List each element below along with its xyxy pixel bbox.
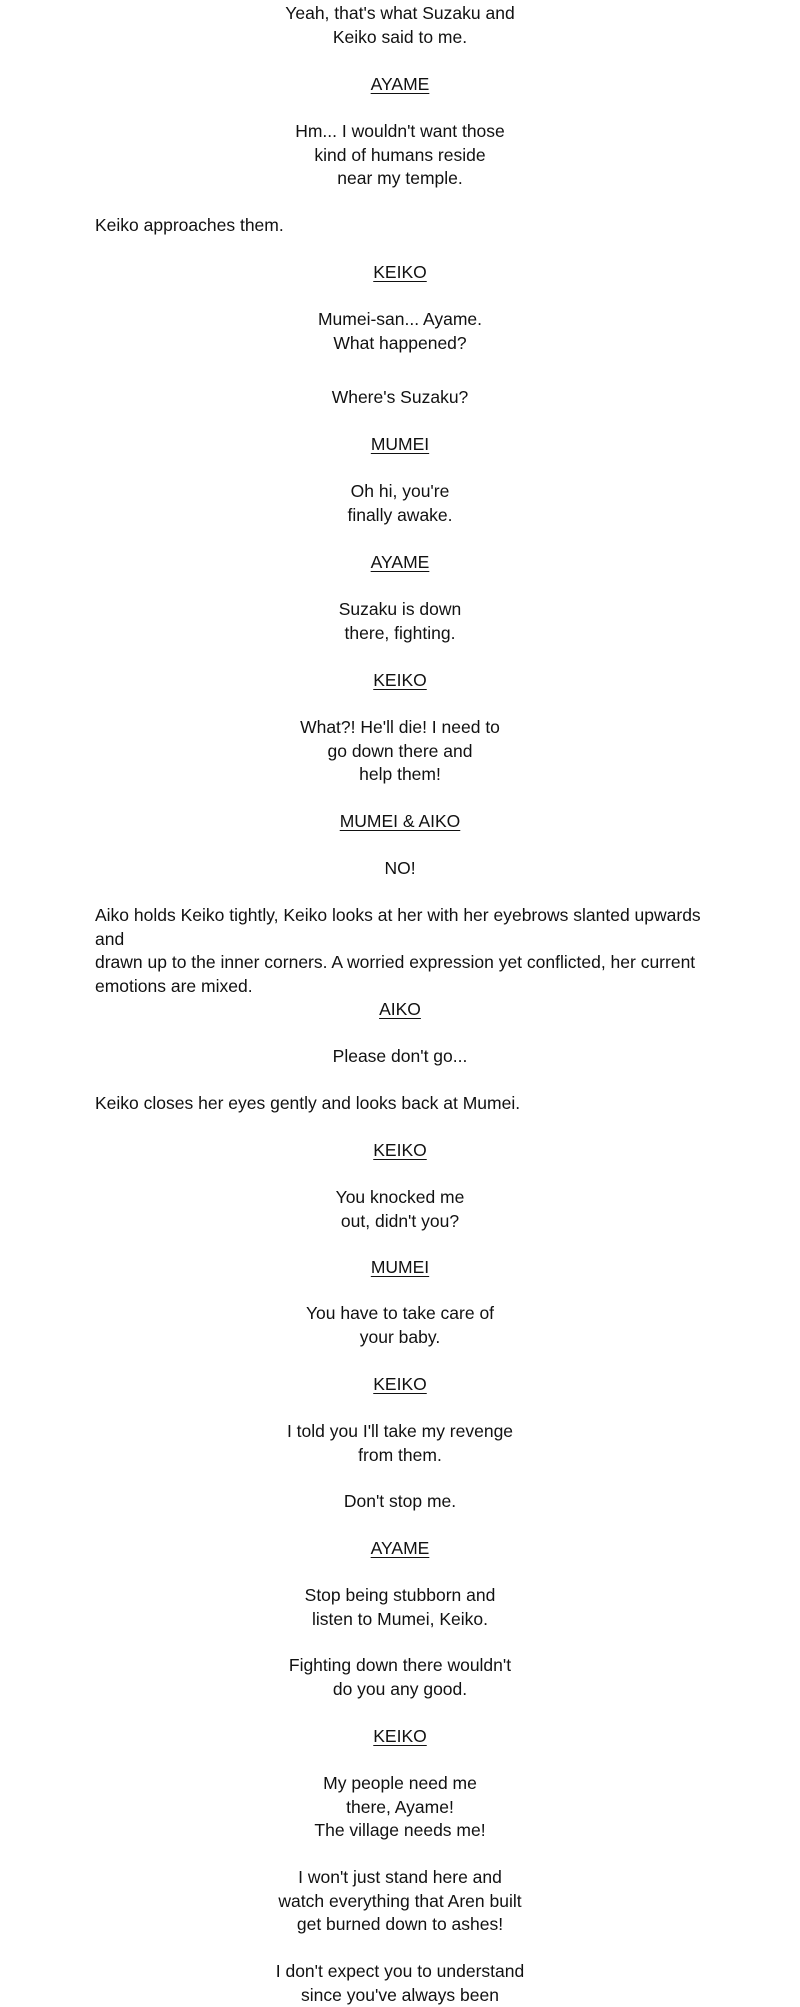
character-name: KEIKO (373, 1140, 427, 1160)
dialogue-block: Stop being stubborn and listen to Mumei, Keiko. (304, 1585, 496, 1629)
dialogue-block: I told you I'll take my revenge from them. (286, 1421, 514, 1465)
character-name: KEIKO (373, 1374, 427, 1394)
character-name: AYAME (370, 74, 430, 94)
dialogue-block: I don't expect you to understand since you've always been (275, 1961, 525, 2005)
action-line: Keiko closes her eyes gently and looks back at Mumei. (95, 1093, 521, 1113)
character-name: MUMEI (370, 434, 430, 454)
dialogue-block: Don't stop me. (343, 1491, 457, 1511)
character-name: MUMEI (370, 1257, 430, 1277)
action-line: Keiko approaches them. (95, 215, 284, 235)
action-line: Aiko holds Keiko tightly, Keiko looks at her with her eyebrows slanted upwards and drawn up to the inner corners. A worried expression yet conflicted, her current emotions are mixed. (95, 905, 701, 996)
character-name: AYAME (370, 1538, 430, 1558)
dialogue-block: Oh hi, you're finally awake. (347, 481, 453, 525)
character-name: AIKO (379, 999, 421, 1019)
dialogue-block: Mumei-san... Ayame. What happened? (317, 309, 483, 353)
dialogue-block: My people need me there, Ayame! The village needs me! (314, 1773, 486, 1840)
dialogue-block: Yeah, that's what Suzaku and Keiko said to me. (285, 3, 515, 47)
character-name: KEIKO (373, 262, 427, 282)
dialogue-block: Fighting down there wouldn't do you any good. (288, 1655, 512, 1699)
dialogue-block: Where's Suzaku? (331, 387, 469, 407)
dialogue-block: You knocked me out, didn't you? (335, 1187, 465, 1231)
dialogue-block: Please don't go... (332, 1046, 468, 1066)
character-name: KEIKO (373, 670, 427, 690)
character-name: AYAME (370, 552, 430, 572)
dialogue-block: Hm... I wouldn't want those kind of humans reside near my temple. (295, 121, 505, 188)
character-name: KEIKO (373, 1726, 427, 1746)
dialogue-block: You have to take care of your baby. (305, 1303, 495, 1347)
dialogue-block: What?! He'll die! I need to go down there and help them! (300, 717, 500, 784)
dialogue-block: Suzaku is down there, fighting. (338, 599, 462, 643)
character-name: MUMEI & AIKO (339, 811, 461, 831)
dialogue-block: NO! (384, 858, 416, 878)
dialogue-block: I won't just stand here and watch everything that Aren built get burned down to ashes! (278, 1867, 522, 1934)
